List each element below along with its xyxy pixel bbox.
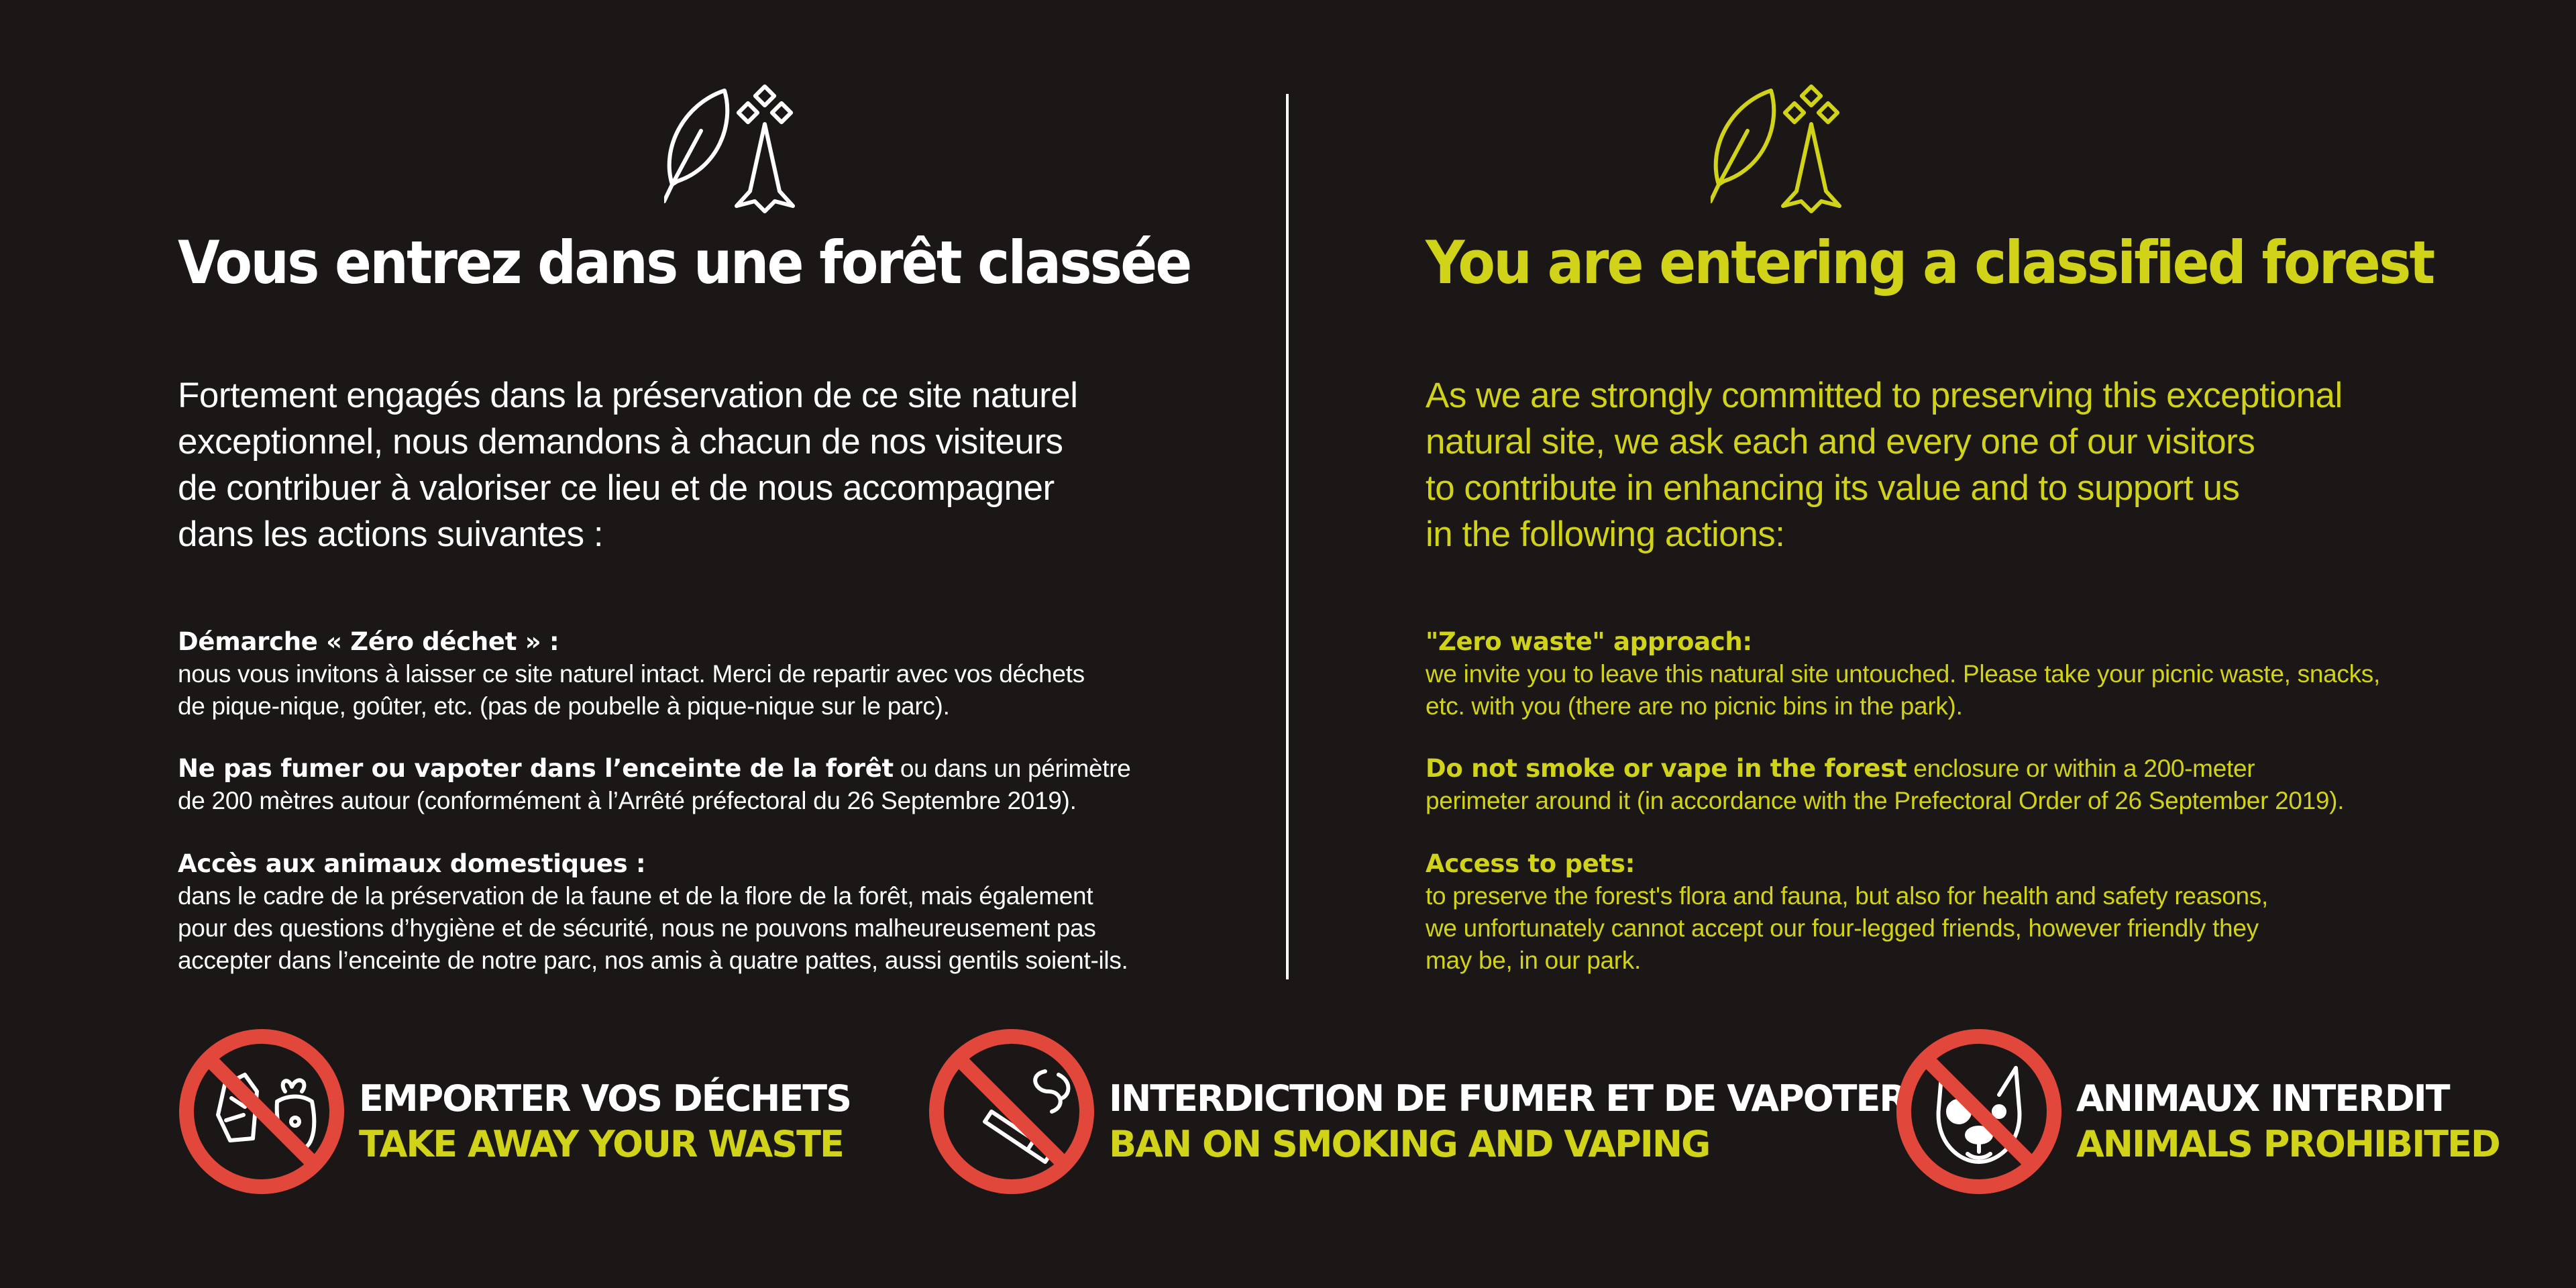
zero-waste-line: nous vous invitons à laisser ce site naturel intact. Merci de repartir avec vos déchets xyxy=(178,660,1085,688)
page-title-fr: Vous entrez dans une forêt classée xyxy=(178,228,1191,297)
zero-waste-line: we invite you to leave this natural site untouched. Please take your picnic waste, snacks, xyxy=(1426,660,2380,688)
no-smoking-heading: Ne pas fumer ou vapoter dans l’enceinte de la forêt xyxy=(178,754,894,783)
zero-waste-block-en xyxy=(1426,626,2485,722)
prohibited-sign-icon xyxy=(178,1028,345,1195)
badge-label-fr: ANIMAUX INTERDIT xyxy=(2076,1077,2449,1120)
intro-fr xyxy=(178,372,1238,557)
intro-line: Fortement engagés dans la préservation de ce site naturel xyxy=(178,376,1078,415)
intro-line: natural site, we ask each and every one of our visitors xyxy=(1426,422,2255,462)
leaf-ermine-emblem xyxy=(664,84,818,218)
zero-waste-line: de pique-nique, goûter, etc. (pas de poubelle à pique-nique sur le parc). xyxy=(178,692,950,720)
zero-waste-heading: "Zero waste" approach: xyxy=(1426,627,1752,656)
zero-waste-block-fr xyxy=(178,626,1238,722)
no-smoking-text: ou dans un périmètre xyxy=(893,755,1131,782)
intro-line: dans les actions suivantes : xyxy=(178,515,604,554)
pets-line: pour des questions d’hygiène et de sécurité, nous ne pouvons malheureusement pas xyxy=(178,914,1096,942)
intro-en xyxy=(1426,372,2485,557)
badge-label xyxy=(2076,1076,2500,1167)
zero-waste-line: etc. with you (there are no picnic bins in the park). xyxy=(1426,692,1963,720)
no-smoking-heading: Do not smoke or vape in the forest xyxy=(1426,754,1907,783)
no-smoking-block-fr xyxy=(178,753,1238,817)
leaf-ermine-emblem xyxy=(1711,84,1865,218)
badge-label xyxy=(359,1076,851,1167)
pets-heading: Access to pets: xyxy=(1426,849,1635,878)
intro-line: exceptionnel, nous demandons à chacun de nos visiteurs xyxy=(178,422,1063,462)
pets-line: to preserve the forest's flora and fauna, but also for health and safety reasons, xyxy=(1426,882,2268,910)
pets-block-fr xyxy=(178,848,1238,977)
no-smoking-line: de 200 mètres autour (conformément à l’Arrêté préfectoral du 26 Septembre 2019). xyxy=(178,787,1077,814)
pets-line: we unfortunately cannot accept our four-legged friends, however friendly they xyxy=(1426,914,2259,942)
intro-line: As we are strongly committed to preserving this exceptional xyxy=(1426,376,2343,415)
prohibited-sign-icon xyxy=(928,1028,1095,1195)
ermine-icon xyxy=(737,87,793,211)
leaf-icon xyxy=(664,91,727,201)
no-smoking-block-en xyxy=(1426,753,2485,817)
prohibited-sign-icon xyxy=(1895,1028,2063,1195)
badge-label-en: TAKE AWAY YOUR WASTE xyxy=(359,1123,843,1165)
badge-label-fr: INTERDICTION DE FUMER ET DE VAPOTER xyxy=(1109,1077,1906,1120)
intro-line: in the following actions: xyxy=(1426,515,1785,554)
pets-line: accepter dans l’enceinte de notre parc, nos amis à quatre pattes, aussi gentils soient-ils. xyxy=(178,947,1128,974)
badge-label-en: ANIMALS PROHIBITED xyxy=(2076,1123,2500,1165)
badge-label xyxy=(1109,1076,1906,1167)
column-divider xyxy=(1286,94,1289,979)
badge-label-fr: EMPORTER VOS DÉCHETS xyxy=(359,1077,851,1120)
no-smoking-line: perimeter around it (in accordance with the Prefectoral Order of 26 September 2019). xyxy=(1426,787,2345,814)
pets-heading: Accès aux animaux domestiques : xyxy=(178,849,646,878)
intro-line: to contribute in enhancing its value and to support us xyxy=(1426,468,2240,508)
pets-line: dans le cadre de la préservation de la faune et de la flore de la forêt, mais également xyxy=(178,882,1093,910)
zero-waste-heading: Démarche « Zéro déchet » : xyxy=(178,627,559,656)
ermine-icon xyxy=(1783,87,1839,211)
pets-block-en xyxy=(1426,848,2485,977)
leaf-icon xyxy=(1711,91,1774,201)
badge-label-en: BAN ON SMOKING AND VAPING xyxy=(1109,1123,1710,1165)
no-smoking-text: enclosure or within a 200-meter xyxy=(1907,755,2255,782)
intro-line: de contribuer à valoriser ce lieu et de nous accompagner xyxy=(178,468,1055,508)
page-title-en: You are entering a classified forest xyxy=(1426,228,2434,297)
pets-line: may be, in our park. xyxy=(1426,947,1641,974)
